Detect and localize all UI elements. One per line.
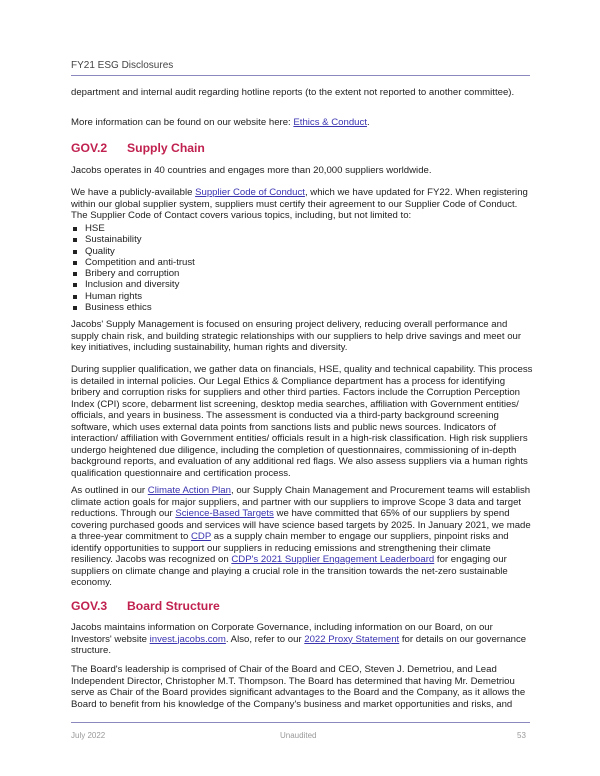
section-heading-gov2 xyxy=(71,141,205,155)
text: . Also, refer to our xyxy=(225,633,305,645)
paragraph xyxy=(71,187,533,222)
paragraph xyxy=(71,485,533,589)
climate-action-plan-link[interactable]: Climate Action Plan xyxy=(147,485,231,496)
paragraph: The Board's leadership is comprised of Chair of the Board and CEO, Steven J. Demetriou, and Lead Independent Director, Christopher M.T. Thompson. The Board has determined that having Mr. Demetriou serve as Chair of the Board provides significant advantages to the Board and the Company, as it allows the Board to benefit from his knowledge of the Company's business and market opportunities and risks, and xyxy=(71,664,526,710)
section-number: GOV.3 xyxy=(71,599,108,613)
text: As outlined in our xyxy=(71,485,148,496)
text: More information can be found on our website here: xyxy=(71,117,294,128)
header-rule xyxy=(71,75,530,76)
paragraph: department and internal audit regarding hotline reports (to the extent not reported to another committee). xyxy=(71,87,515,98)
list-item: Business ethics xyxy=(71,302,533,313)
section-heading-gov3 xyxy=(71,599,220,613)
text: as a supply chain member to engage our suppliers, pinpoint risks and identify opportunities to support our suppliers in reducing emissions and strengthening their climate resiliency. Jacobs was recognized on xyxy=(71,531,509,565)
cdp-leaderboard-link[interactable]: CDP's 2021 Supplier Engagement Leaderboard xyxy=(231,554,435,565)
list-item: Competition and anti-trust xyxy=(71,257,533,268)
cdp-link[interactable]: CDP xyxy=(190,531,212,542)
text: , our Supply Chain Management and Procurement teams will establish climate action goals for major suppliers, and partner with our suppliers to improve Scope 3 data and target reductions. Through our xyxy=(71,485,531,519)
list-item: Quality xyxy=(71,246,533,257)
text: , which we have updated for FY22. When registering within our global supplier system, suppliers must certify their agreement to our Supplier Code of Conduct. The Supplier Code of Contact covers various topics, including, but not limited to: xyxy=(71,187,528,221)
list-item: Sustainability xyxy=(71,234,533,245)
paragraph: Jacobs' Supply Management is focused on ensuring project delivery, reducing overall performance and supply chain risk, and building strategic relationships with our suppliers to help drive savings and meet our key initiatives, including sustainability, human rights and diversity. xyxy=(71,319,522,353)
list-item: Human rights xyxy=(71,291,533,302)
footer-status: Unaudited xyxy=(280,731,317,740)
section-number: GOV.2 xyxy=(71,141,108,155)
text: Jacobs maintains information on Corporate Governance, including information on our Board, on our Investors' website xyxy=(71,622,493,645)
section-title: Board Structure xyxy=(127,599,220,613)
paragraph xyxy=(71,117,533,129)
paragraph xyxy=(71,622,533,657)
page-number: 53 xyxy=(517,731,526,740)
list-item: Bribery and corruption xyxy=(71,268,533,279)
paragraph: Jacobs operates in 40 countries and engages more than 20,000 suppliers worldwide. xyxy=(71,165,432,176)
footer-rule xyxy=(71,722,530,723)
text: . xyxy=(366,117,370,128)
section-title: Supply Chain xyxy=(127,141,205,155)
ethics-conduct-link[interactable]: Ethics & Conduct xyxy=(293,117,367,128)
text: for details on our governance structure. xyxy=(71,633,527,656)
text: We have a publicly-available xyxy=(71,187,196,198)
running-header: FY21 ESG Disclosures xyxy=(71,60,174,71)
topics-list xyxy=(71,223,533,313)
footer-date: July 2022 xyxy=(71,731,106,740)
proxy-statement-link[interactable]: 2022 Proxy Statement xyxy=(304,633,400,645)
list-item: Inclusion and diversity xyxy=(71,279,533,290)
science-based-targets-link[interactable]: Science-Based Targets xyxy=(175,508,274,519)
list-item: HSE xyxy=(71,223,533,234)
text: we have committed that 65% of our suppliers by spend covering purchased goods and services will have science based targets by 2025. In January 2021, we made a three-year commitment to xyxy=(71,508,531,542)
supplier-code-link[interactable]: Supplier Code of Conduct xyxy=(195,187,305,198)
text: for engaging our suppliers on climate change and playing a crucial role in the transition towards the net-zero sustainable economy. xyxy=(71,554,508,588)
paragraph: During supplier qualification, we gather data on financials, HSE, quality and technical capability. This process is detailed in internal policies. Our Legal Ethics & Compliance department has a process for identifying bribery and corruption risks for suppliers and other third parties. Factors include the Corruption Perception Index (CPI) score, debarment list screening, desktop media searches, affiliation with Government entities/ officials, and years in business. The assessment is conducted via a third-party background screening software, which uses external data points from sanctions lists and public news sources. Indicators of interaction/ affiliation with Government entities/ officials result in a high-risk classification. High risk suppliers undergo heightened due diligence, including the completion of questionnaires, commissioning of in-depth background reports, and evaluation of any additional red flags. We also assess suppliers via a human rights qualification questionnaire and certification process. xyxy=(71,364,533,479)
investor-website-link[interactable]: invest.jacobs.com xyxy=(149,633,226,645)
